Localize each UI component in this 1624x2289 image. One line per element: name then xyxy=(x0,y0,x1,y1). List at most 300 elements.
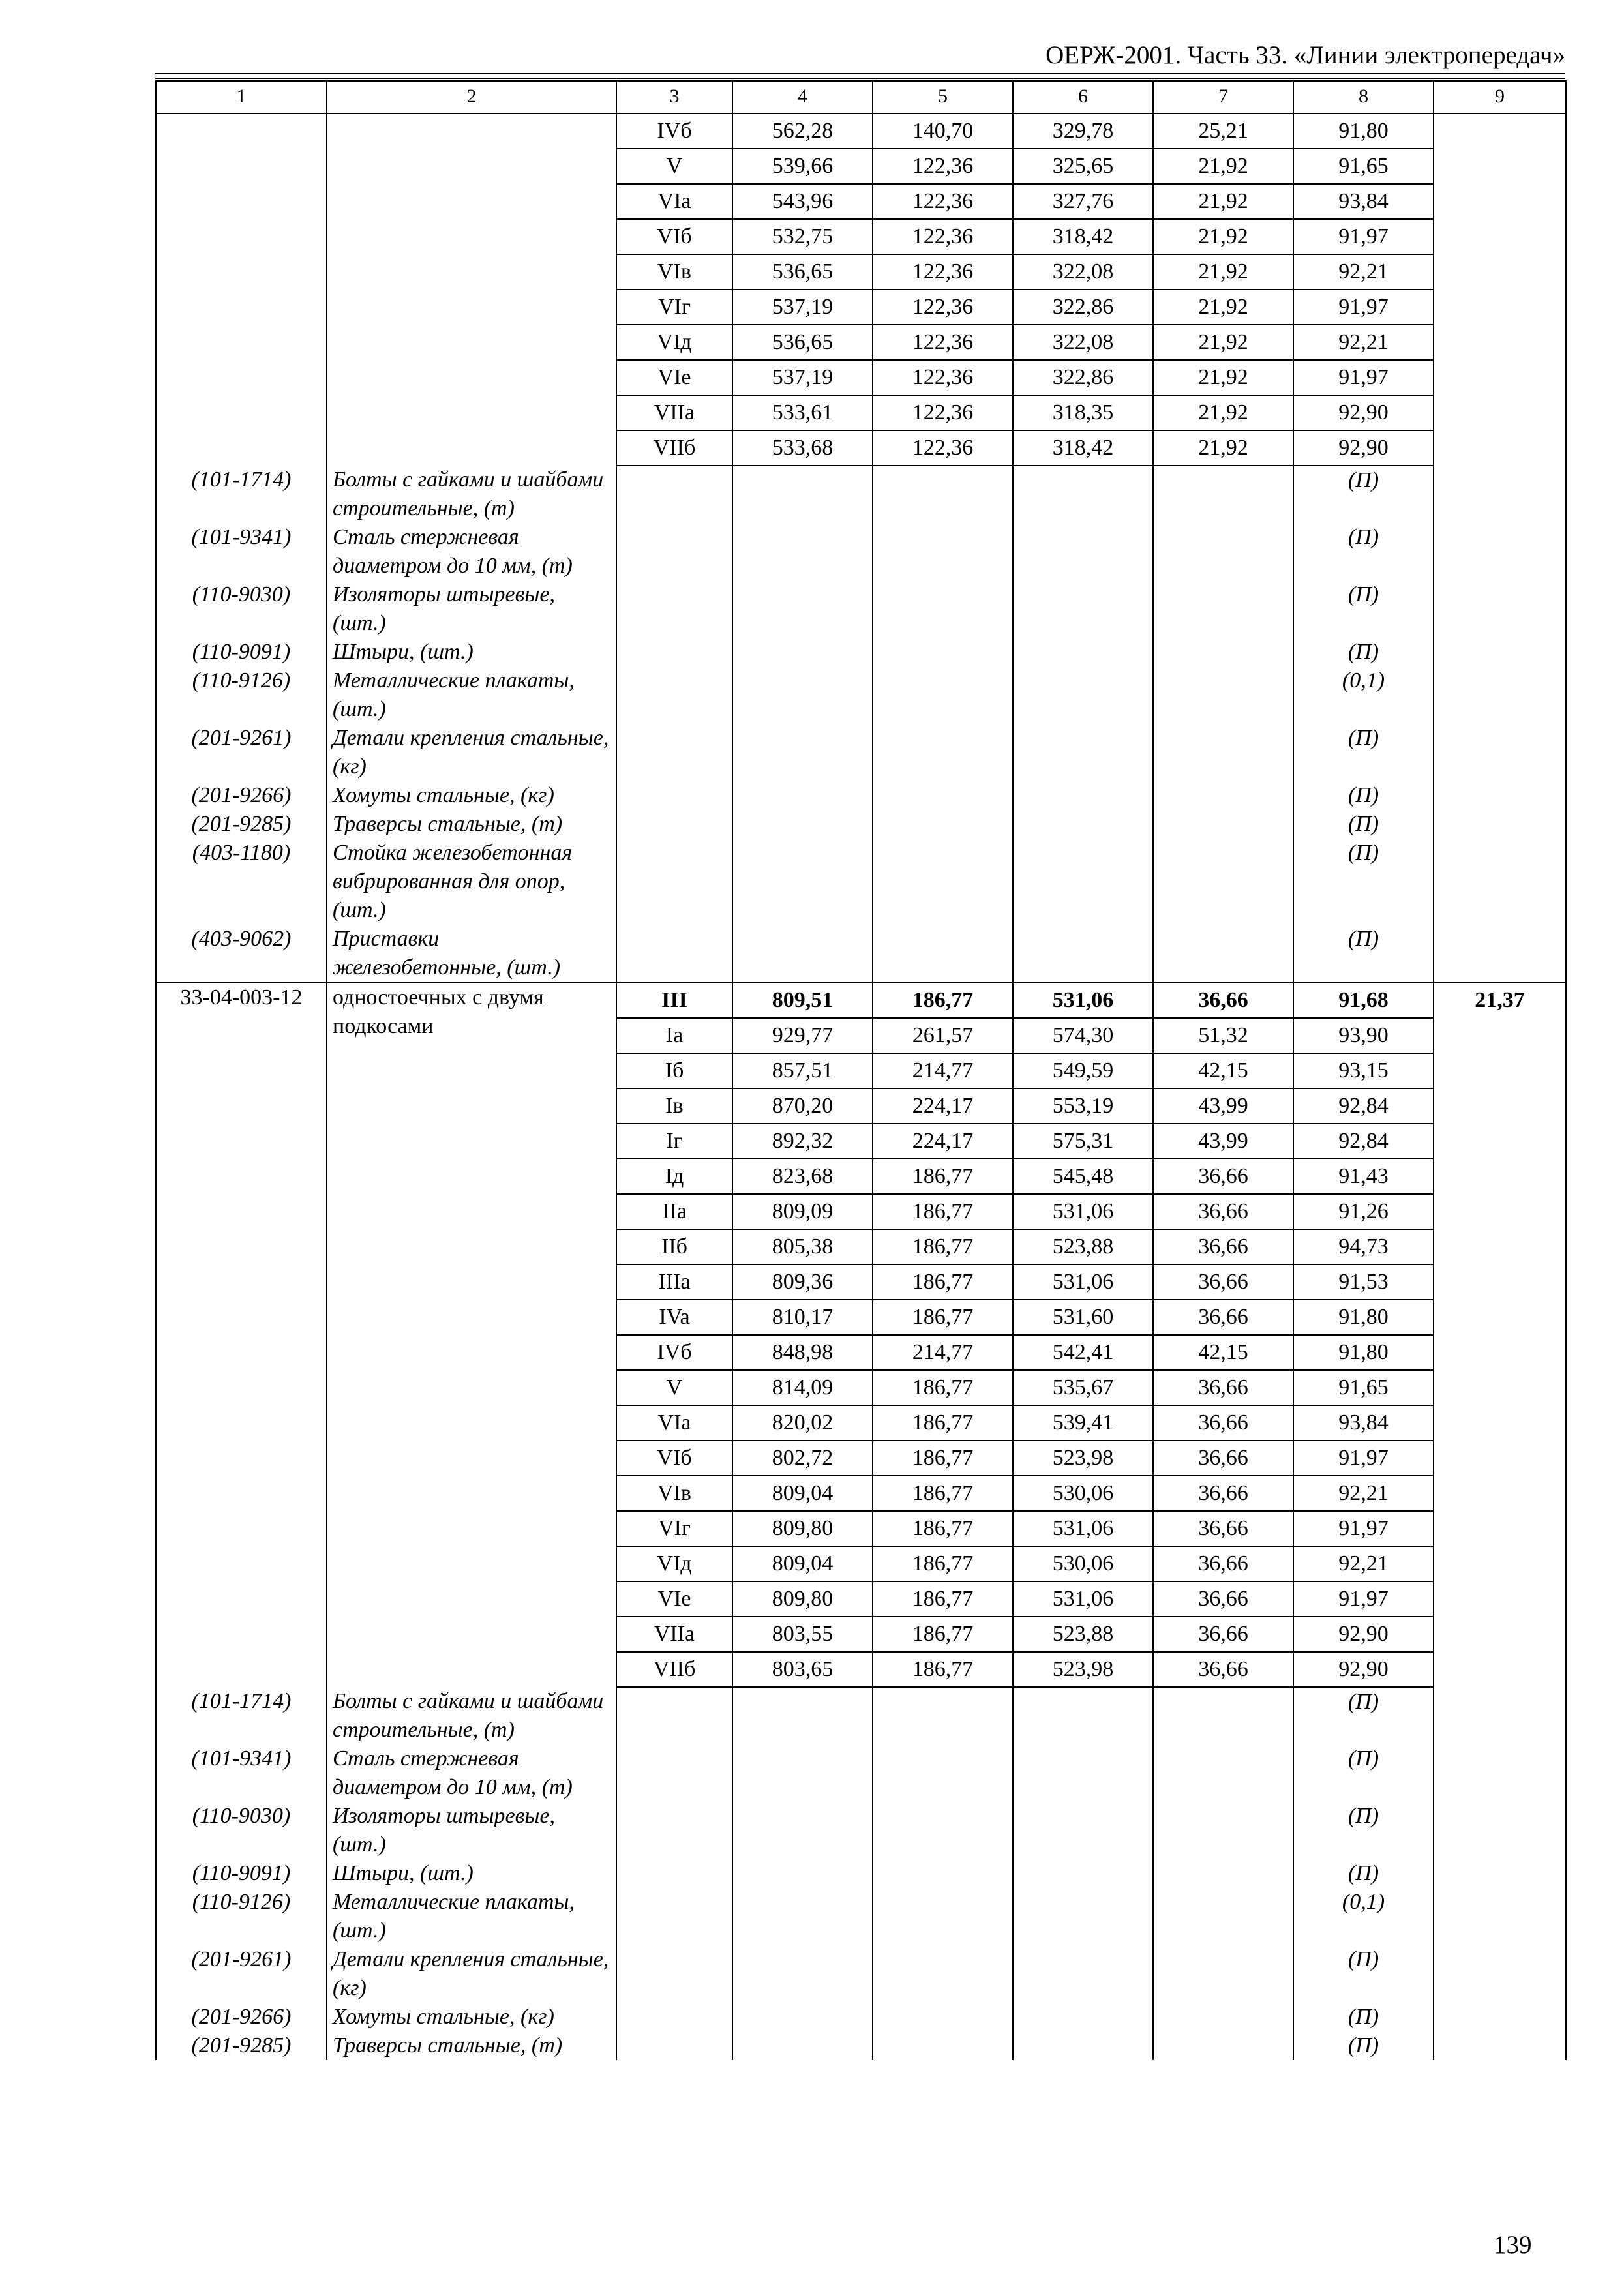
value-cell: 186,77 xyxy=(873,1617,1013,1652)
value-cell: V xyxy=(616,1370,732,1405)
empty-cell xyxy=(1013,925,1153,983)
value-cell: 122,36 xyxy=(873,395,1013,430)
value-cell: 92,84 xyxy=(1293,1124,1434,1159)
empty-cell xyxy=(1434,2003,1566,2031)
value-cell: 93,90 xyxy=(1293,1018,1434,1053)
resource-row xyxy=(156,1687,1566,1744)
resource-value: (П) xyxy=(1293,1687,1434,1744)
empty-cell xyxy=(1153,1888,1293,1945)
value-cell: 531,06 xyxy=(1013,1264,1153,1300)
resource-name: Болты с гайками и шайбами строительные, (т) xyxy=(327,466,616,523)
value-cell: 93,84 xyxy=(1293,1405,1434,1441)
value-cell: 322,86 xyxy=(1013,290,1153,325)
value-cell: 186,77 xyxy=(873,1581,1013,1617)
value-cell: IVa xyxy=(616,1300,732,1335)
resource-name: Штыри, (шт.) xyxy=(327,638,616,666)
column-number: 1 xyxy=(156,81,327,113)
value-cell: 809,80 xyxy=(732,1511,873,1546)
empty-cell xyxy=(616,1744,732,1802)
value-cell: 186,77 xyxy=(873,1476,1013,1511)
empty-cell xyxy=(616,810,732,839)
value-cell: 523,98 xyxy=(1013,1441,1153,1476)
value-cell: VIе xyxy=(616,1581,732,1617)
value-cell: 91,97 xyxy=(1293,360,1434,395)
empty-cell xyxy=(1153,2003,1293,2031)
empty-cell xyxy=(616,1687,732,1744)
value-cell: 92,90 xyxy=(1293,1652,1434,1687)
value-cell: 809,36 xyxy=(732,1264,873,1300)
empty-cell xyxy=(1434,1687,1566,1744)
empty-cell xyxy=(873,1859,1013,1888)
empty-cell xyxy=(616,839,732,925)
empty-cell xyxy=(873,2003,1013,2031)
value-cell: 91,97 xyxy=(1293,290,1434,325)
value-cell: 122,36 xyxy=(873,360,1013,395)
value-cell: 91,65 xyxy=(1293,1370,1434,1405)
empty-cell xyxy=(1153,638,1293,666)
empty-cell xyxy=(1434,781,1566,810)
value-cell: 42,15 xyxy=(1153,1335,1293,1370)
empty-cell xyxy=(1434,1744,1566,1802)
value-cell: 814,09 xyxy=(732,1370,873,1405)
empty-cell xyxy=(1013,1945,1153,2003)
empty-cell xyxy=(1013,781,1153,810)
value-cell: 93,84 xyxy=(1293,184,1434,219)
resource-code: (110-9126) xyxy=(156,666,327,724)
resource-row xyxy=(156,2003,1566,2031)
rates-table xyxy=(155,80,1567,2060)
resource-value: (П) xyxy=(1293,1859,1434,1888)
empty-cell xyxy=(616,466,732,523)
resource-row xyxy=(156,523,1566,580)
value-cell: 536,65 xyxy=(732,254,873,290)
value-cell: 186,77 xyxy=(873,983,1013,1018)
resource-code: (201-9285) xyxy=(156,2031,327,2060)
resource-value: (П) xyxy=(1293,580,1434,638)
value-cell: Ia xyxy=(616,1018,732,1053)
resource-value: (П) xyxy=(1293,839,1434,925)
empty-cell xyxy=(732,1859,873,1888)
resource-value: (П) xyxy=(1293,781,1434,810)
empty-cell xyxy=(1153,466,1293,523)
empty-cell xyxy=(1013,1802,1153,1859)
extra-cell: 21,37 xyxy=(1434,983,1566,1687)
empty-cell xyxy=(732,1945,873,2003)
value-cell: 91,53 xyxy=(1293,1264,1434,1300)
value-cell: 186,77 xyxy=(873,1370,1013,1405)
value-cell: 892,32 xyxy=(732,1124,873,1159)
empty-cell xyxy=(1434,666,1566,724)
column-number: 3 xyxy=(616,81,732,113)
resource-row xyxy=(156,666,1566,724)
empty-cell xyxy=(1434,1802,1566,1859)
resource-name: Приставки железобетонные, (шт.) xyxy=(327,925,616,983)
value-cell: 122,36 xyxy=(873,254,1013,290)
resource-code: (101-1714) xyxy=(156,1687,327,1744)
resource-value: (П) xyxy=(1293,1945,1434,2003)
value-cell: 531,60 xyxy=(1013,1300,1153,1335)
empty-cell xyxy=(1013,580,1153,638)
resource-code: (110-9091) xyxy=(156,1859,327,1888)
resource-value: (П) xyxy=(1293,1744,1434,1802)
value-cell: 802,72 xyxy=(732,1441,873,1476)
value-cell: 21,92 xyxy=(1153,254,1293,290)
value-cell: 533,68 xyxy=(732,430,873,466)
empty-cell xyxy=(732,466,873,523)
rate-code-cell: 33-04-003-12 xyxy=(156,983,327,1687)
value-cell: 803,55 xyxy=(732,1617,873,1652)
resource-row xyxy=(156,1802,1566,1859)
value-cell: 36,66 xyxy=(1153,1476,1293,1511)
value-cell: 531,06 xyxy=(1013,1581,1153,1617)
value-cell: IIб xyxy=(616,1229,732,1264)
empty-cell xyxy=(1153,1859,1293,1888)
value-cell: 92,21 xyxy=(1293,1476,1434,1511)
value-cell: VIIб xyxy=(616,430,732,466)
value-cell: 140,70 xyxy=(873,113,1013,149)
empty-cell xyxy=(873,1888,1013,1945)
value-cell: 214,77 xyxy=(873,1053,1013,1088)
resource-name: Металлические плакаты, (шт.) xyxy=(327,1888,616,1945)
resource-name: Болты с гайками и шайбами строительные, (т) xyxy=(327,1687,616,1744)
empty-cell xyxy=(1013,1888,1153,1945)
value-cell: 532,75 xyxy=(732,219,873,254)
empty-cell xyxy=(732,2003,873,2031)
empty-cell xyxy=(616,2031,732,2060)
empty-cell xyxy=(732,839,873,925)
resource-code: (101-9341) xyxy=(156,523,327,580)
empty-cell xyxy=(873,523,1013,580)
resource-row xyxy=(156,1859,1566,1888)
resource-name: Детали крепления стальные, (кг) xyxy=(327,724,616,781)
value-cell: IVб xyxy=(616,1335,732,1370)
resource-code: (403-9062) xyxy=(156,925,327,983)
empty-cell xyxy=(873,1802,1013,1859)
empty-cell xyxy=(1434,580,1566,638)
value-cell: 224,17 xyxy=(873,1124,1013,1159)
resource-name: Изоляторы штыревые, (шт.) xyxy=(327,580,616,638)
value-cell: 91,97 xyxy=(1293,1511,1434,1546)
value-cell: 186,77 xyxy=(873,1405,1013,1441)
resource-row xyxy=(156,466,1566,523)
header-rule xyxy=(155,73,1565,74)
value-cell: VIIa xyxy=(616,1617,732,1652)
empty-cell xyxy=(873,839,1013,925)
value-cell: 91,43 xyxy=(1293,1159,1434,1194)
empty-cell xyxy=(616,1859,732,1888)
empty-cell xyxy=(616,781,732,810)
empty-cell xyxy=(732,925,873,983)
value-cell: 820,02 xyxy=(732,1405,873,1441)
resource-name: Металлические плакаты, (шт.) xyxy=(327,666,616,724)
header-rule-2 xyxy=(155,78,1565,79)
value-cell: Iг xyxy=(616,1124,732,1159)
resource-value: (П) xyxy=(1293,2003,1434,2031)
value-cell: 92,90 xyxy=(1293,430,1434,466)
empty-cell xyxy=(1013,1859,1153,1888)
resource-code: (201-9266) xyxy=(156,781,327,810)
value-cell: 36,66 xyxy=(1153,1300,1293,1335)
value-cell: 870,20 xyxy=(732,1088,873,1124)
resource-code: (110-9091) xyxy=(156,638,327,666)
value-cell: 523,98 xyxy=(1013,1652,1153,1687)
empty-cell xyxy=(1153,1687,1293,1744)
extra-cell xyxy=(1434,113,1566,466)
empty-cell xyxy=(1013,1687,1153,1744)
empty-cell xyxy=(873,1945,1013,2003)
value-cell: 537,19 xyxy=(732,360,873,395)
empty-cell xyxy=(732,810,873,839)
resource-row xyxy=(156,925,1566,983)
empty-cell xyxy=(873,666,1013,724)
empty-cell xyxy=(1153,724,1293,781)
value-cell: VIв xyxy=(616,1476,732,1511)
empty-cell xyxy=(1153,523,1293,580)
table-row xyxy=(156,113,1566,149)
value-cell: 91,65 xyxy=(1293,149,1434,184)
value-cell: VIIa xyxy=(616,395,732,430)
value-cell: 92,21 xyxy=(1293,254,1434,290)
value-cell: VIIб xyxy=(616,1652,732,1687)
value-cell: VIб xyxy=(616,219,732,254)
table-row xyxy=(156,983,1566,1018)
value-cell: 857,51 xyxy=(732,1053,873,1088)
empty-cell xyxy=(873,2031,1013,2060)
empty-cell xyxy=(1013,2031,1153,2060)
resource-name: Сталь стержневая диаметром до 10 мм, (т) xyxy=(327,523,616,580)
value-cell: 43,99 xyxy=(1153,1088,1293,1124)
empty-cell xyxy=(732,1744,873,1802)
resource-value: (П) xyxy=(1293,466,1434,523)
empty-cell xyxy=(1013,724,1153,781)
value-cell: VIa xyxy=(616,184,732,219)
value-cell: 91,97 xyxy=(1293,1581,1434,1617)
resource-value: (П) xyxy=(1293,724,1434,781)
empty-cell xyxy=(873,1687,1013,1744)
value-cell: 42,15 xyxy=(1153,1053,1293,1088)
empty-cell xyxy=(732,2031,873,2060)
empty-cell xyxy=(1434,925,1566,983)
resource-row xyxy=(156,2031,1566,2060)
resource-code: (403-1180) xyxy=(156,839,327,925)
empty-cell xyxy=(1013,2003,1153,2031)
value-cell: VIг xyxy=(616,1511,732,1546)
value-cell: 36,66 xyxy=(1153,1546,1293,1581)
empty-cell xyxy=(873,466,1013,523)
resource-code: (201-9266) xyxy=(156,2003,327,2031)
resource-value: (П) xyxy=(1293,810,1434,839)
value-cell: 91,80 xyxy=(1293,1300,1434,1335)
value-cell: Iб xyxy=(616,1053,732,1088)
empty-cell xyxy=(1013,638,1153,666)
resource-row xyxy=(156,810,1566,839)
value-cell: VIб xyxy=(616,1441,732,1476)
value-cell: 214,77 xyxy=(873,1335,1013,1370)
value-cell: 809,04 xyxy=(732,1546,873,1581)
value-cell: VIa xyxy=(616,1405,732,1441)
value-cell: 36,66 xyxy=(1153,1441,1293,1476)
empty-cell xyxy=(732,724,873,781)
value-cell: 122,36 xyxy=(873,325,1013,360)
value-cell: 51,32 xyxy=(1153,1018,1293,1053)
empty-cell xyxy=(1013,839,1153,925)
value-cell: 803,65 xyxy=(732,1652,873,1687)
empty-cell xyxy=(873,781,1013,810)
value-cell: 848,98 xyxy=(732,1335,873,1370)
value-cell: 224,17 xyxy=(873,1088,1013,1124)
value-cell: 531,06 xyxy=(1013,1194,1153,1229)
value-cell: 523,88 xyxy=(1013,1617,1153,1652)
empty-cell xyxy=(1434,724,1566,781)
value-cell: 122,36 xyxy=(873,219,1013,254)
resource-value: (П) xyxy=(1293,523,1434,580)
empty-cell xyxy=(616,580,732,638)
empty-cell xyxy=(1153,810,1293,839)
column-number: 4 xyxy=(732,81,873,113)
value-cell: VIд xyxy=(616,1546,732,1581)
value-cell: IVб xyxy=(616,113,732,149)
resource-row xyxy=(156,724,1566,781)
value-cell: 91,80 xyxy=(1293,1335,1434,1370)
resource-value: (0,1) xyxy=(1293,1888,1434,1945)
value-cell: 318,42 xyxy=(1013,430,1153,466)
resource-row xyxy=(156,839,1566,925)
value-cell: 186,77 xyxy=(873,1300,1013,1335)
empty-cell xyxy=(1434,810,1566,839)
empty-cell xyxy=(732,1888,873,1945)
resource-code: (201-9261) xyxy=(156,1945,327,2003)
value-cell: 92,21 xyxy=(1293,325,1434,360)
rate-name-cell: одностоечных с двумя подкосами xyxy=(327,983,616,1687)
empty-cell xyxy=(732,781,873,810)
page-header: ОЕРЖ-2001. Часть 33. «Линии электропередач» xyxy=(1045,41,1565,69)
value-cell: 530,06 xyxy=(1013,1546,1153,1581)
empty-cell xyxy=(616,1888,732,1945)
column-number: 6 xyxy=(1013,81,1153,113)
value-cell: 91,97 xyxy=(1293,1441,1434,1476)
value-cell: 92,90 xyxy=(1293,395,1434,430)
resource-row xyxy=(156,781,1566,810)
value-cell: 809,80 xyxy=(732,1581,873,1617)
value-cell: 531,06 xyxy=(1013,983,1153,1018)
empty-cell xyxy=(616,523,732,580)
value-cell: 21,92 xyxy=(1153,395,1293,430)
value-cell: 21,92 xyxy=(1153,149,1293,184)
resource-row xyxy=(156,580,1566,638)
value-cell: 91,26 xyxy=(1293,1194,1434,1229)
value-cell: 539,41 xyxy=(1013,1405,1153,1441)
rate-name-cell xyxy=(327,113,616,466)
value-cell: 531,06 xyxy=(1013,1511,1153,1546)
empty-cell xyxy=(873,724,1013,781)
value-cell: 36,66 xyxy=(1153,1370,1293,1405)
value-cell: 36,66 xyxy=(1153,1159,1293,1194)
value-cell: 574,30 xyxy=(1013,1018,1153,1053)
value-cell: VIв xyxy=(616,254,732,290)
value-cell: 325,65 xyxy=(1013,149,1153,184)
value-cell: 122,36 xyxy=(873,184,1013,219)
empty-cell xyxy=(616,1802,732,1859)
value-cell: 805,38 xyxy=(732,1229,873,1264)
empty-cell xyxy=(1434,2031,1566,2060)
value-cell: 543,96 xyxy=(732,184,873,219)
column-number: 2 xyxy=(327,81,616,113)
value-cell: 537,19 xyxy=(732,290,873,325)
value-cell: 549,59 xyxy=(1013,1053,1153,1088)
column-number: 5 xyxy=(873,81,1013,113)
value-cell: VIе xyxy=(616,360,732,395)
value-cell: 186,77 xyxy=(873,1159,1013,1194)
value-cell: 929,77 xyxy=(732,1018,873,1053)
value-cell: 36,66 xyxy=(1153,1617,1293,1652)
empty-cell xyxy=(616,666,732,724)
resource-name: Траверсы стальные, (т) xyxy=(327,810,616,839)
empty-cell xyxy=(1013,466,1153,523)
value-cell: 318,35 xyxy=(1013,395,1153,430)
value-cell: 530,06 xyxy=(1013,1476,1153,1511)
empty-cell xyxy=(1013,666,1153,724)
value-cell: 810,17 xyxy=(732,1300,873,1335)
value-cell: 36,66 xyxy=(1153,1405,1293,1441)
value-cell: 91,68 xyxy=(1293,983,1434,1018)
empty-cell xyxy=(1013,1744,1153,1802)
value-cell: 36,66 xyxy=(1153,1194,1293,1229)
value-cell: IIIa xyxy=(616,1264,732,1300)
value-cell: 545,48 xyxy=(1013,1159,1153,1194)
empty-cell xyxy=(1153,1744,1293,1802)
empty-cell xyxy=(1153,925,1293,983)
value-cell: 536,65 xyxy=(732,325,873,360)
value-cell: 122,36 xyxy=(873,430,1013,466)
value-cell: 809,04 xyxy=(732,1476,873,1511)
column-number-row xyxy=(156,81,1566,113)
value-cell: 186,77 xyxy=(873,1652,1013,1687)
value-cell: Iд xyxy=(616,1159,732,1194)
value-cell: 329,78 xyxy=(1013,113,1153,149)
value-cell: 21,92 xyxy=(1153,360,1293,395)
value-cell: 322,86 xyxy=(1013,360,1153,395)
value-cell: 25,21 xyxy=(1153,113,1293,149)
resource-name: Хомуты стальные, (кг) xyxy=(327,781,616,810)
empty-cell xyxy=(1153,839,1293,925)
value-cell: 809,09 xyxy=(732,1194,873,1229)
resource-code: (101-1714) xyxy=(156,466,327,523)
resource-value: (П) xyxy=(1293,2031,1434,2060)
empty-cell xyxy=(616,2003,732,2031)
resource-code: (110-9126) xyxy=(156,1888,327,1945)
value-cell: 575,31 xyxy=(1013,1124,1153,1159)
resource-name: Изоляторы штыревые, (шт.) xyxy=(327,1802,616,1859)
empty-cell xyxy=(1153,1802,1293,1859)
empty-cell xyxy=(732,1802,873,1859)
resource-code: (201-9261) xyxy=(156,724,327,781)
resource-row xyxy=(156,1888,1566,1945)
value-cell: 318,42 xyxy=(1013,219,1153,254)
value-cell: 186,77 xyxy=(873,1546,1013,1581)
value-cell: 92,90 xyxy=(1293,1617,1434,1652)
value-cell: V xyxy=(616,149,732,184)
value-cell: 533,61 xyxy=(732,395,873,430)
value-cell: 186,77 xyxy=(873,1441,1013,1476)
value-cell: 539,66 xyxy=(732,149,873,184)
column-number: 8 xyxy=(1293,81,1434,113)
value-cell: 21,92 xyxy=(1153,430,1293,466)
empty-cell xyxy=(732,523,873,580)
empty-cell xyxy=(1013,810,1153,839)
value-cell: 36,66 xyxy=(1153,1652,1293,1687)
value-cell: 261,57 xyxy=(873,1018,1013,1053)
empty-cell xyxy=(1434,1945,1566,2003)
